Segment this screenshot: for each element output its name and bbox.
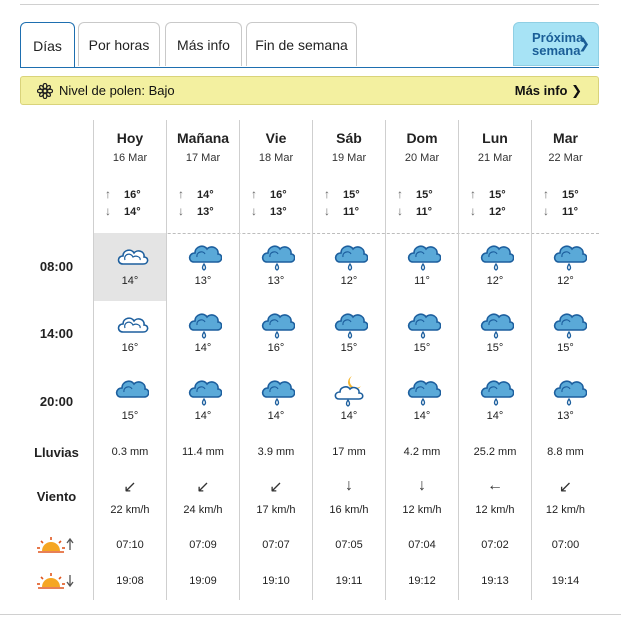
wind-speed: 12 km/h [475,504,515,516]
sunset-time: 19:13 [481,575,509,587]
max-temp: 15° [562,189,579,201]
day-date: 17 Mar [185,152,221,164]
row-label-1400: 14:00 [39,326,74,341]
day-name: Vie [265,130,287,146]
max-temp: 15° [343,189,360,201]
rain-cloud-icon [334,308,368,340]
wind-direction-icon: ↙ [123,479,137,496]
rain-cloud-icon [553,240,587,272]
tab-dias[interactable]: Días [20,22,75,68]
rain-cloud-icon [553,375,587,407]
min-temp-arrow-icon: ↓ [397,204,403,218]
moon-cloud-icon [334,375,368,407]
rain-amount: 17 mm [332,446,366,458]
min-temp-arrow-icon: ↓ [470,204,476,218]
max-temp: 15° [489,189,506,201]
rain-cloud-icon [188,375,222,407]
min-temp: 11° [416,206,433,218]
min-temp: 11° [562,206,579,218]
pollen-banner [20,76,599,105]
wind-speed: 24 km/h [183,504,223,516]
flower-icon [37,83,53,99]
wind-direction-icon: ↙ [558,479,573,496]
row-label-2000: 20:00 [39,394,74,409]
hourly-temp: 14° [121,275,139,287]
cloud-icon [115,240,149,272]
heavy-cloud-icon [115,375,149,407]
hourly-temp: 15° [557,342,574,354]
sunrise-time: 07:04 [408,539,436,551]
day-name: Dom [406,130,438,146]
hourly-temp: 11° [414,275,430,287]
day-date: 19 Mar [331,152,367,164]
wind-speed: 12 km/h [545,504,586,516]
min-temp: 12° [489,206,506,218]
rain-amount: 25.2 mm [473,446,517,458]
max-temp-arrow-icon: ↑ [105,187,111,201]
pollen-level: Nivel de polen: Bajo [59,83,175,98]
wind-direction-icon: ↓ [418,477,426,494]
next-week-button[interactable] [513,22,599,66]
sunset-time: 19:14 [551,575,580,587]
rain-cloud-icon [480,308,514,340]
hourly-temp: 12° [557,275,574,287]
sunset-time: 19:09 [189,575,217,587]
hourly-temp: 14° [340,410,358,422]
rain-amount: 4.2 mm [403,446,441,458]
day-column [166,120,239,600]
wind-direction-icon: ← [487,477,503,494]
day-name: Lun [482,130,508,146]
max-temp: 16° [124,189,141,201]
hourly-temp: 12° [340,275,358,287]
wind-direction-icon: ↙ [269,479,283,496]
min-temp: 11° [343,206,360,218]
rain-amount: 0.3 mm [111,446,149,458]
tab-por-horas[interactable]: Por horas [78,22,160,66]
sunrise-time: 07:02 [481,539,509,551]
hourly-temp: 14° [194,342,212,354]
rain-cloud-icon [407,375,441,407]
min-temp-arrow-icon: ↓ [178,204,184,218]
hourly-temp: 15° [340,342,358,354]
wind-speed: 12 km/h [402,504,442,516]
next-week-line1: Próxima [532,30,584,45]
max-temp-arrow-icon: ↑ [397,187,403,201]
rain-amount: 3.9 mm [257,446,295,458]
next-week-line2: semana [532,43,581,58]
day-name: Mar [553,130,578,146]
sunset-time: 19:10 [262,575,290,587]
hourly-temp: 15° [121,410,139,422]
max-temp: 14° [197,189,214,201]
top-border [20,0,599,5]
tab-fin-de-semana[interactable]: Fin de semana [246,22,357,66]
day-column [385,120,458,600]
hourly-temp: 13° [267,275,285,287]
rain-cloud-icon [480,375,514,407]
day-column [312,120,385,600]
min-temp: 14° [124,206,141,218]
min-temp-arrow-icon: ↓ [543,204,549,218]
min-temp: 13° [270,206,287,218]
pollen-more-info-link[interactable]: Más info ❯ [514,83,582,98]
min-temp: 13° [197,206,214,218]
rain-cloud-icon [553,308,587,340]
row-label-rain: Lluvias [34,445,79,460]
rain-cloud-icon [188,240,222,272]
hourly-temp: 12° [486,275,504,287]
hourly-temp: 15° [486,342,504,354]
rain-cloud-icon [188,308,222,340]
day-date: 16 Mar [112,152,148,164]
hourly-temp: 16° [267,342,285,354]
hourly-temp: 14° [413,410,431,422]
rain-amount: 11.4 mm [182,446,224,458]
rain-cloud-icon [261,308,295,340]
sunset-time: 19:12 [408,575,436,587]
max-temp: 15° [416,189,433,201]
max-temp: 16° [270,189,287,201]
chevron-right-icon: ❯ [578,35,590,51]
rain-cloud-icon [261,375,295,407]
tab-mas-info[interactable]: Más info [165,22,242,66]
sunrise-icon [36,536,76,554]
day-name: Mañana [176,130,230,146]
tab-underline [20,67,599,68]
day-column [239,120,312,600]
bottom-border [0,614,621,615]
day-column [458,120,531,600]
day-name: Sáb [336,130,362,146]
min-temp-arrow-icon: ↓ [324,204,330,218]
rain-cloud-icon [407,240,441,272]
rain-cloud-icon [261,240,295,272]
rain-cloud-icon [480,240,514,272]
cloud-icon [115,308,149,340]
max-temp-arrow-icon: ↑ [178,187,184,201]
sunrise-time: 07:10 [116,539,144,551]
min-temp-arrow-icon: ↓ [105,204,111,218]
wind-speed: 22 km/h [110,504,150,516]
hourly-temp: 14° [194,410,212,422]
rain-amount: 8.8 mm [547,446,584,458]
max-temp-arrow-icon: ↑ [324,187,330,201]
max-temp-arrow-icon: ↑ [251,187,257,201]
day-date: 21 Mar [477,152,513,164]
sunset-icon [36,572,76,590]
wind-direction-icon: ↓ [345,477,353,494]
sunrise-time: 07:05 [335,539,363,551]
row-label-wind: Viento [36,489,77,504]
hourly-temp: 14° [486,410,504,422]
rain-cloud-icon [334,240,368,272]
day-name: Hoy [116,130,144,146]
min-temp-arrow-icon: ↓ [251,204,257,218]
max-temp-arrow-icon: ↑ [470,187,476,201]
sunrise-time: 07:00 [551,539,580,551]
tab-bar [20,22,599,67]
sunset-time: 19:08 [116,575,144,587]
day-date: 20 Mar [404,152,440,164]
hourly-temp: 13° [557,410,574,422]
sunset-time: 19:11 [335,575,363,587]
day-date: 22 Mar [548,152,583,164]
wind-speed: 16 km/h [329,504,369,516]
wind-direction-icon: ↙ [196,479,210,496]
hourly-temp: 13° [194,275,212,287]
rain-cloud-icon [407,308,441,340]
hourly-temp: 15° [413,342,431,354]
day-column [93,120,166,600]
forecast-grid [20,120,599,600]
row-label-0800: 08:00 [39,259,74,274]
day-date: 18 Mar [258,152,294,164]
sunrise-time: 07:09 [189,539,217,551]
day-column [531,120,599,600]
sunrise-time: 07:07 [262,539,290,551]
max-temp-arrow-icon: ↑ [543,187,549,201]
wind-speed: 17 km/h [256,504,296,516]
hourly-temp: 14° [267,410,285,422]
hourly-temp: 16° [121,342,139,354]
